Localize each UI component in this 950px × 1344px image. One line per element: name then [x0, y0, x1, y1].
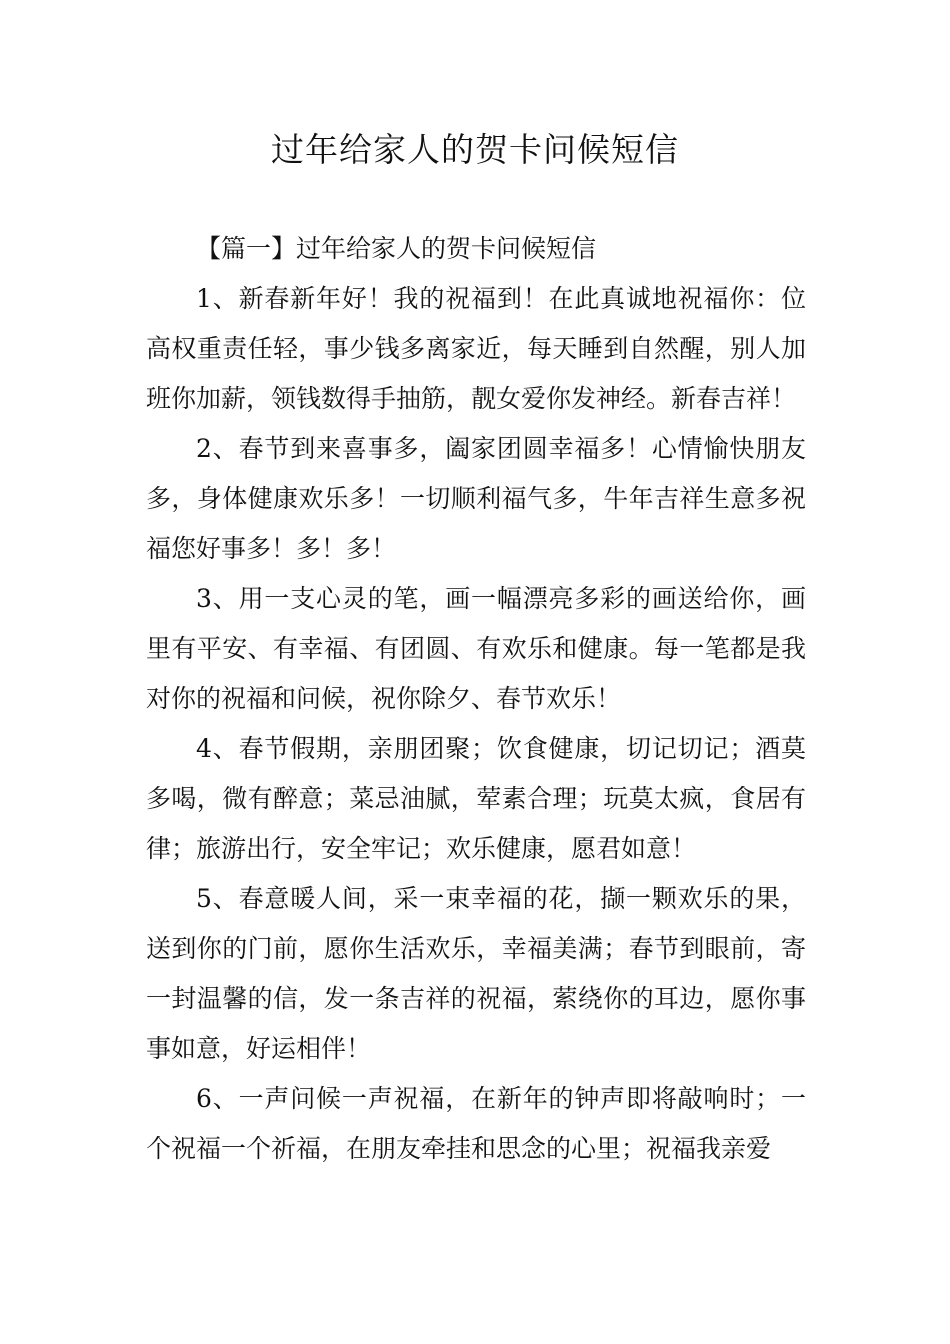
document-title: 过年给家人的贺卡问候短信: [271, 130, 679, 169]
paragraph-1: 1、新春新年好！我的祝福到！在此真诚地祝福你：位高权重责任轻，事少钱多离家近，每天睡到自然醒，别人加班你加薪，领钱数得手抽筋，靓女爱你发神经。新春吉祥！: [146, 284, 806, 413]
paragraph-3: 3、用一支心灵的笔，画一幅漂亮多彩的画送给你，画里有平安、有幸福、有团圆、有欢乐和健康。每一笔都是我对你的祝福和问候，祝你除夕、春节欢乐！: [146, 584, 806, 713]
paragraph-4: 4、春节假期，亲朋团聚；饮食健康，切记切记；酒莫多喝，微有醉意；菜忌油腻，荤素合理；玩莫太疯，食居有律；旅游出行，安全牢记；欢乐健康，愿君如意！: [146, 734, 806, 863]
paragraph-6: 6、一声问候一声祝福，在新年的钟声即将敲响时；一个祝福一个祈福，在朋友牵挂和思念的心里；祝福我亲爱: [146, 1084, 806, 1163]
paragraph-2: 2、春节到来喜事多，阖家团圆幸福多！心情愉快朋友多，身体健康欢乐多！一切顺利福气多，牛年吉祥生意多祝福您好事多！多！多！: [146, 434, 806, 563]
section-heading: 【篇一】过年给家人的贺卡问候短信: [196, 234, 597, 263]
document-body: [146, 224, 806, 1174]
paragraph-5: 5、春意暖人间，采一束幸福的花，撷一颗欢乐的果，送到你的门前，愿你生活欢乐，幸福美满；春节到眼前，寄一封温馨的信，发一条吉祥的祝福，萦绕你的耳边，愿你事事如意，好运相伴！: [146, 884, 806, 1063]
